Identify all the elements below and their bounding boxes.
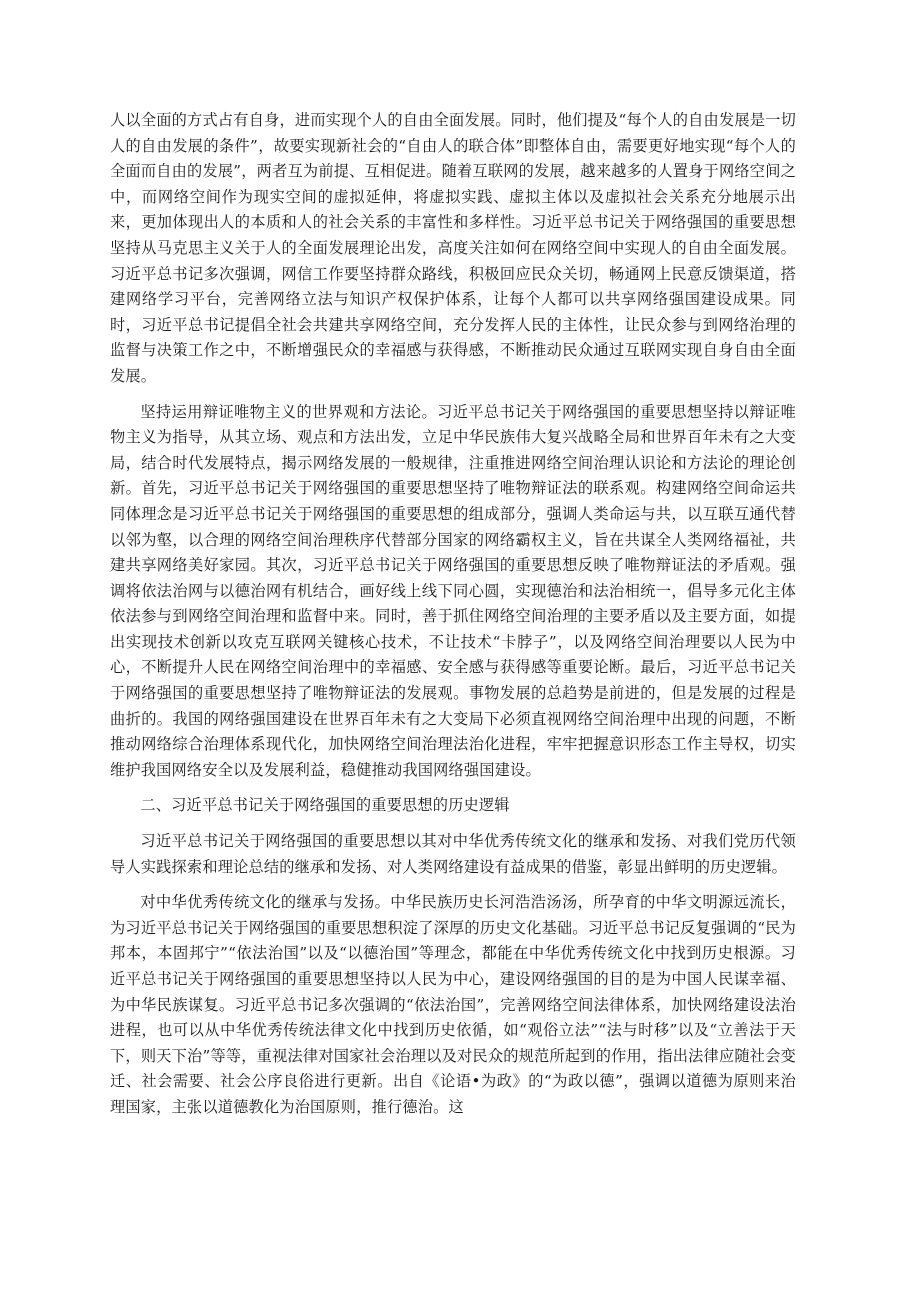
paragraph-traditional-culture: 对中华优秀传统文化的继承与发扬。中华民族历史长河浩浩汤汤，所孕育的中华文明源远流长，为习近平总书记关于网络强国的重要思想积淀了深厚的历史文化基础。习近平总书记反复强调的“民为邦本，本固邦宁”“依法治国”以及“以德治国”等理念，都能在中华优秀传统文化中找到历史根源。习近平总书记关于网络强国的重要思想坚持以人民为中心，建设网络强国的目的是为中国人民谋幸福、为中华民族谋复。习近平总书记多次强调的“依法治国”，完善网络空间法律体系，加快网络建设法治进程，也可以从中华优秀传统法律文化中找到历史依循，如“观俗立法”“法与时移”以及“立善法于天下，则天下治”等等，重视法律对国家社会治理以及对民众的规范所起到的作用，指出法律应随社会变迁、社会需要、社会公序良俗进行更新。出自《论语•为政》的“为政以德”，强调以道德为原则来治理国家，主张以道德教化为治国原则，推行德治。这 — [110, 893, 796, 1116]
document-body — [110, 108, 796, 1131]
section-heading-historical-logic: 二、习近平总书记关于网络强国的重要思想的历史逻辑 — [140, 796, 510, 815]
paragraph-historical-logic-intro: 习近平总书记关于网络强国的重要思想以其对中华优秀传统文化的继承和发扬、对我们党历代领导人实践探索和理论总结的继承和发扬、对人类网络建设有益成果的借鉴，彰显出鲜明的历史逻辑。 — [110, 832, 796, 876]
paragraph-dialectical-materialism: 坚持运用辩证唯物主义的世界观和方法论。习近平总书记关于网络强国的重要思想坚持以辩证唯物主义为指导，从其立场、观点和方法出发，立足中华民族伟大复兴战略全局和世界百年未有之大变局，结合时代发展特点，揭示网络发展的一般规律，注重推进网络空间治理认识论和方法论的理论创新。首先，习近平总书记关于网络强国的重要思想坚持了唯物辩证法的联系观。构建网络空间命运共同体理念是习近平总书记关于网络强国的重要思想的组成部分，强调人类命运与共，以互联互通代替以邻为壑，以合理的网络空间治理秩序代替部分国家的网络霸权主义，旨在共谋全人类网络福祉，共建共享网络美好家园。其次，习近平总书记关于网络强国的重要思想反映了唯物辩证法的矛盾观。强调将依法治网与以德治网有机结合，画好线上线下同心圆，实现德治和法治相统一，倡导多元化主体依法参与到网络空间治理和监督中来。同时，善于抓住网络空间治理的主要矛盾以及主要方面，如提出实现技术创新以攻克互联网关键核心技术，不让技术“卡脖子”，以及网络空间治理要以人民为中心，不断提升人民在网络空间治理中的幸福感、安全感与获得感等重要论断。最后，习近平总书记关于网络强国的重要思想坚持了唯物辩证法的发展观。事物发展的总趋势是前进的，但是发展的过程是曲折的。我国的网络强国建设在世界百年未有之大变局下必须直视网络空间治理中出现的问题，不断推动网络综合治理体系现代化，加快网络空间治理法治化进程，牢牢把握意识形态工作主导权，切实维护我国网络安全以及发展利益，稳健推动我国网络强国建设。 — [110, 402, 796, 779]
paragraph-human-development: 人以全面的方式占有自身，进而实现个人的自由全面发展。同时，他们提及“每个人的自由发展是一切人的自由发展的条件”，故要实现新社会的“自由人的联合体”即整体自由，需要更好地实现“每个人的全面而自由的发展”，两者互为前提、互相促进。随着互联网的发展，越来越多的人置身于网络空间之中，而网络空间作为现实空间的虚拟延伸，将虚拟实践、虚拟主体以及虚拟社会关系充分地展示出来，更加体现出人的本质和人的社会关系的丰富性和多样性。习近平总书记关于网络强国的重要思想坚持从马克思主义关于人的全面发展理论出发，高度关注如何在网络空间中实现人的自由全面发展。习近平总书记多次强调，网信工作要坚持群众路线，积极回应民众关切，畅通网上民意反馈渠道，搭建网络学习平台，完善网络立法与知识产权保护体系，让每个人都可以共享网络强国建设成果。同时，习近平总书记提倡全社会共建共享网络空间，充分发挥人民的主体性，让民众参与到网络治理的监督与决策工作之中，不断增强民众的幸福感与获得感，不断推动民众通过互联网实现自身自由全面发展。 — [110, 111, 796, 385]
